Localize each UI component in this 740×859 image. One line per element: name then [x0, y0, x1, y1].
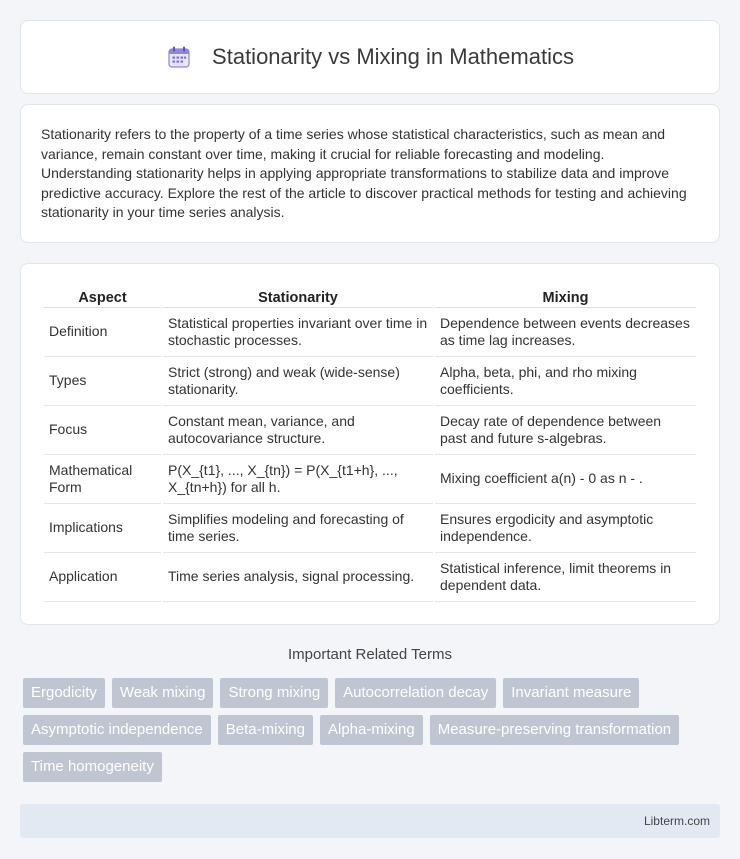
cell-mixing: Ensures ergodicity and asymptotic independence. — [435, 504, 696, 553]
related-terms-title: Important Related Terms — [288, 646, 452, 663]
cell-aspect: Definition — [44, 308, 161, 357]
related-term-tag[interactable]: Time homogeneity — [23, 752, 162, 782]
table-row — [44, 357, 696, 406]
table-row — [44, 504, 696, 553]
related-term-tag[interactable]: Measure-preserving transformation — [430, 715, 679, 745]
table-header-row — [44, 282, 696, 308]
related-term-tag[interactable]: Alpha-mixing — [320, 715, 423, 745]
cell-mixing: Statistical inference, limit theorems in dependent data. — [435, 553, 696, 602]
related-term-tag[interactable]: Ergodicity — [23, 678, 105, 708]
cell-mixing: Dependence between events decreases as time lag increases. — [435, 308, 696, 357]
cell-stationarity: P(X_{t1}, ..., X_{tn}) = P(X_{t1+h}, ..., X_{tn+h}) for all h. — [163, 455, 433, 504]
related-term-tag[interactable]: Weak mixing — [112, 678, 214, 708]
cell-stationarity: Time series analysis, signal processing. — [163, 553, 433, 602]
cell-mixing: Decay rate of dependence between past and future s-algebras. — [435, 406, 696, 455]
comparison-table — [42, 282, 698, 602]
intro-card — [20, 104, 720, 243]
table-row — [44, 455, 696, 504]
related-term-tag[interactable]: Invariant measure — [503, 678, 639, 708]
column-header-stationarity: Stationarity — [163, 282, 433, 308]
comparison-table-card — [20, 263, 720, 625]
related-term-tag[interactable]: Asymptotic independence — [23, 715, 211, 745]
related-term-tag[interactable]: Strong mixing — [220, 678, 328, 708]
page-title: Stationarity vs Mixing in Mathematics — [212, 44, 574, 69]
footer-site-link[interactable]: Libterm.com — [643, 814, 710, 828]
cell-mixing: Alpha, beta, phi, and rho mixing coefficients. — [435, 357, 696, 406]
calendar-icon — [166, 44, 192, 70]
cell-stationarity: Strict (strong) and weak (wide-sense) stationarity. — [163, 357, 433, 406]
cell-stationarity: Simplifies modeling and forecasting of time series. — [163, 504, 433, 553]
column-header-mixing: Mixing — [435, 282, 696, 308]
cell-aspect: Application — [44, 553, 161, 602]
cell-aspect: Mathematical Form — [44, 455, 161, 504]
column-header-aspect: Aspect — [44, 282, 161, 308]
related-term-tag[interactable]: Beta-mixing — [218, 715, 313, 745]
cell-aspect: Implications — [44, 504, 161, 553]
table-row — [44, 406, 696, 455]
footer — [20, 804, 720, 838]
related-term-tag[interactable]: Autocorrelation decay — [335, 678, 496, 708]
cell-mixing: Mixing coefficient a(n) - 0 as n - . — [435, 455, 696, 504]
cell-aspect: Focus — [44, 406, 161, 455]
table-row — [44, 308, 696, 357]
related-terms-list — [23, 678, 723, 789]
table-row — [44, 553, 696, 602]
cell-aspect: Types — [44, 357, 161, 406]
cell-stationarity: Constant mean, variance, and autocovariance structure. — [163, 406, 433, 455]
intro-text: Stationarity refers to the property of a time series whose statistical characteristics, such as mean and variance, remain constant over time, making it crucial for reliable forecasting and modeling. Understanding stationarity helps in applying appropriate transformations to stabilize data and improve predictive accuracy. Explore the rest of the article to discover practical methods for testing and achieving stationarity in your time series analysis. — [41, 126, 687, 221]
cell-stationarity: Statistical properties invariant over time in stochastic processes. — [163, 308, 433, 357]
title-card — [20, 20, 720, 94]
